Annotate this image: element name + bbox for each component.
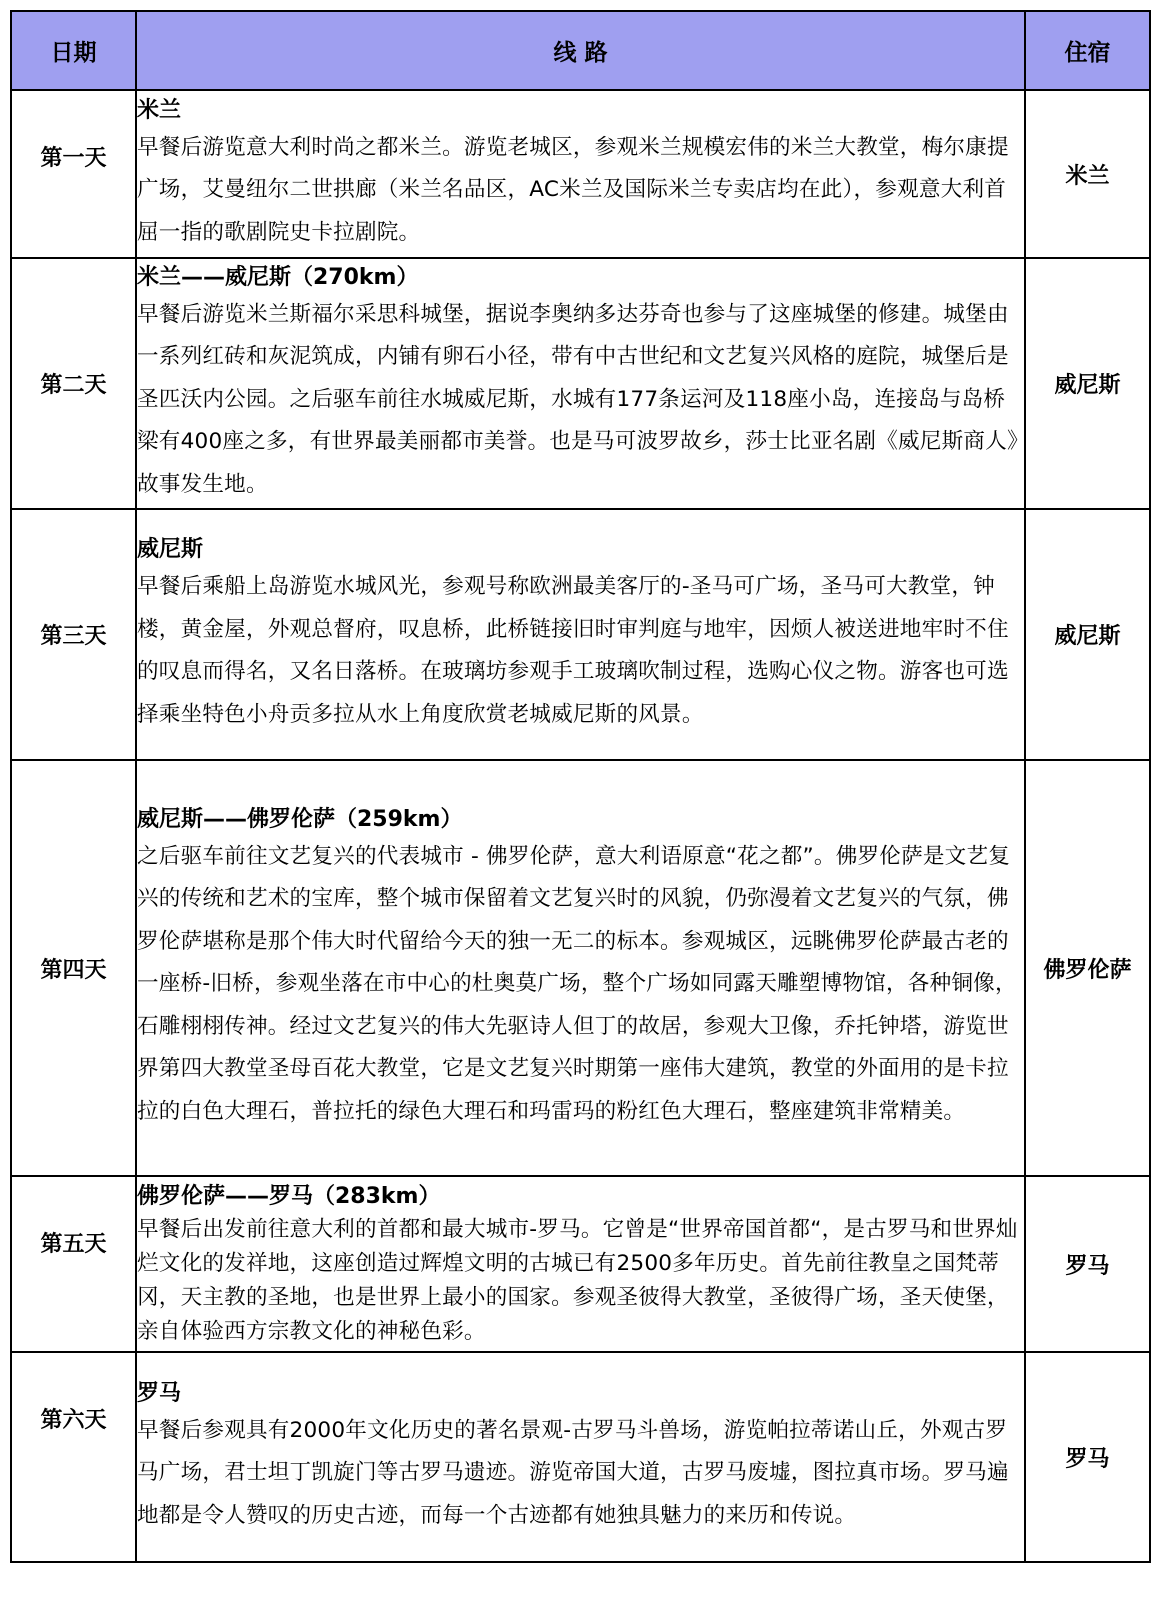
route-title: 米兰——威尼斯（270km） bbox=[137, 264, 419, 290]
route-description: 早餐后乘船上岛游览水城风光，参观号称欧洲最美客厅的-圣马可广场，圣马可大教堂，钟楼，黄金屋，外观总督府，叹息桥，此桥链接旧时审判庭与地牢，因烦人被送进地牢时不住的叹息而得名，又名日落桥。在玻璃坊参观手工玻璃吹制过程，选购心仪之物。游客也可选择乘坐特色小舟贡多拉从水上角度欣赏老城威尼斯的风景。 bbox=[137, 574, 1009, 727]
header-route: 线 路 bbox=[136, 11, 1025, 90]
hotel-city: 威尼斯 bbox=[1025, 509, 1150, 760]
route-title: 米兰 bbox=[137, 97, 182, 123]
day-label: 第六天 bbox=[11, 1352, 136, 1562]
route-description: 早餐后出发前往意大利的首都和最大城市-罗马。它曾是“世界帝国首都“，是古罗马和世界灿烂文化的发祥地，这座创造过辉煌文明的古城已有2500多年历史。首先前往教皇之国梵蒂冈，天主教的圣地，也是世界上最小的国家。参观圣彼得大教堂，圣彼得广场，圣天使堡，亲自体验西方宗教文化的神秘色彩。 bbox=[137, 1216, 1018, 1344]
route-description: 早餐后游览意大利时尚之都米兰。游览老城区，参观米兰规模宏伟的米兰大教堂，梅尔康提广场，艾曼纽尔二世拱廊（米兰名品区，AC米兰及国际米兰专卖店均在此），参观意大利首屈一指的歌剧院史卡拉剧院。 bbox=[137, 134, 1009, 245]
hotel-city: 佛罗伦萨 bbox=[1025, 760, 1150, 1176]
day-label: 第四天 bbox=[11, 760, 136, 1176]
table-row bbox=[11, 258, 1150, 509]
route-description: 早餐后参观具有2000年文化历史的著名景观-古罗马斗兽场，游览帕拉蒂诺山丘，外观古罗马广场，君士坦丁凯旋门等古罗马遗迹。游览帝国大道，古罗马废墟，图拉真市场。罗马遍地都是令人赞叹的历史古迹，而每一个古迹都有她独具魅力的来历和传说。 bbox=[137, 1417, 1009, 1528]
route-cell bbox=[136, 1352, 1025, 1562]
day-label: 第三天 bbox=[11, 509, 136, 760]
route-title: 佛罗伦萨——罗马（283km） bbox=[137, 1183, 441, 1209]
route-cell bbox=[136, 760, 1025, 1176]
route-cell bbox=[136, 1176, 1025, 1352]
hotel-city: 罗马 bbox=[1025, 1352, 1150, 1562]
itinerary-table bbox=[10, 10, 1151, 1563]
route-title: 威尼斯 bbox=[137, 537, 204, 562]
route-cell bbox=[136, 90, 1025, 258]
route-cell bbox=[136, 509, 1025, 760]
hotel-city: 威尼斯 bbox=[1025, 258, 1150, 509]
hotel-city: 罗马 bbox=[1025, 1176, 1150, 1352]
table-row bbox=[11, 1176, 1150, 1352]
hotel-city: 米兰 bbox=[1025, 90, 1150, 258]
table-row bbox=[11, 1352, 1150, 1562]
route-title: 罗马 bbox=[137, 1380, 182, 1406]
header-hotel: 住宿 bbox=[1025, 11, 1150, 90]
table-row bbox=[11, 90, 1150, 258]
table-row bbox=[11, 509, 1150, 760]
header-date: 日期 bbox=[11, 11, 136, 90]
route-cell bbox=[136, 258, 1025, 509]
route-description: 之后驱车前往文艺复兴的代表城市 - 佛罗伦萨，意大利语原意“花之都”。佛罗伦萨是文艺复兴的传统和艺术的宝库，整个城市保留着文艺复兴时的风貌，仍弥漫着文艺复兴的气氛，佛罗伦萨堪称是那个伟大时代留给今天的独一无二的标本。参观城区，远眺佛罗伦萨最古老的一座桥-旧桥，参观坐落在市中心的杜奥莫广场，整个广场如同露天雕塑博物馆，各种铜像，石雕栩栩传神。经过文艺复兴的伟大先驱诗人但丁的故居，参观大卫像，乔托钟塔，游览世界第四大教堂圣母百花大教堂，它是文艺复兴时期第一座伟大建筑，教堂的外面用的是卡拉拉的白色大理石，普拉托的绿色大理石和玛雷玛的粉红色大理石，整座建筑非常精美。 bbox=[137, 843, 1017, 1124]
table-row bbox=[11, 760, 1150, 1176]
route-title: 威尼斯——佛罗伦萨（259km） bbox=[137, 806, 463, 832]
header-row bbox=[11, 11, 1150, 90]
day-label: 第一天 bbox=[11, 90, 136, 258]
day-label: 第二天 bbox=[11, 258, 136, 509]
route-description: 早餐后游览米兰斯福尔采思科城堡，据说李奥纳多达芬奇也参与了这座城堡的修建。城堡由一系列红砖和灰泥筑成，内铺有卵石小径，带有中古世纪和文艺复兴风格的庭院，城堡后是圣匹沃内公园。之后驱车前往水城威尼斯，水城有177条运河及118座小岛，连接岛与岛桥梁有400座之多，有世界最美丽都市美誉。也是马可波罗故乡，莎士比亚名剧《威尼斯商人》故事发生地。 bbox=[137, 301, 1018, 497]
day-label: 第五天 bbox=[11, 1176, 136, 1352]
